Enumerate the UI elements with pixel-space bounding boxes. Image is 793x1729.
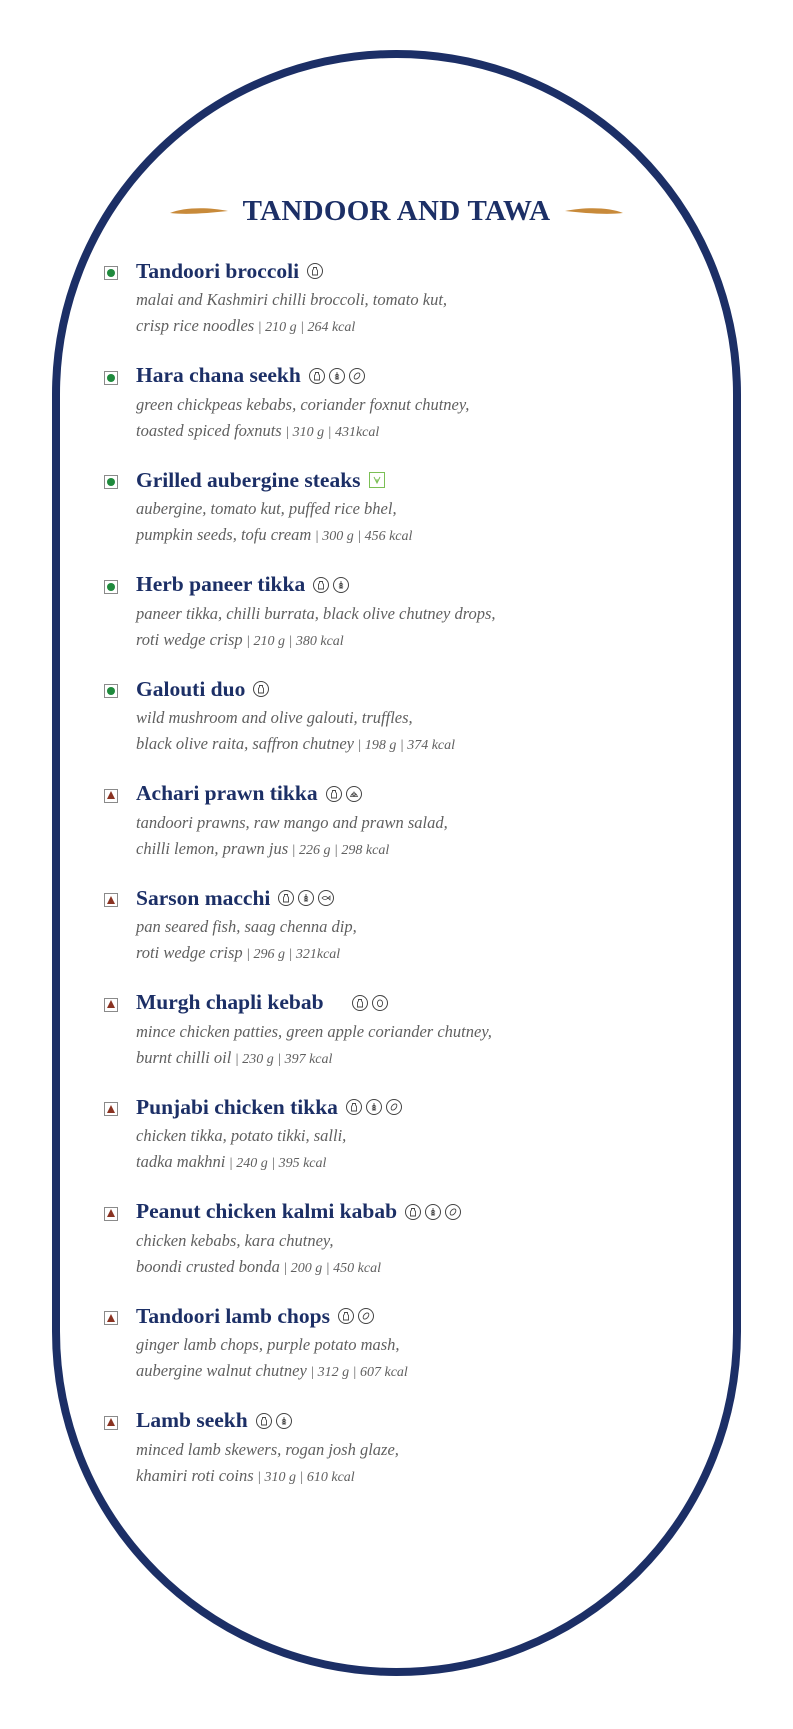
item-weight: 210 g [265,320,297,335]
left-swash-ornament [169,206,229,218]
item-calories: 395 kcal [278,1156,327,1171]
right-swash-ornament [564,206,624,218]
dairy-icon [346,1099,362,1115]
item-weight: 310 g [292,424,325,440]
dairy-icon [405,1204,421,1220]
veg-marker-icon [104,475,118,489]
item-calories: 374 kcal [407,738,456,753]
vegan-icon [369,472,385,488]
item-nutrition: | 310 g | 431kcal [281,424,380,440]
item-name: Peanut chicken kalmi kabab [136,1199,398,1223]
menu-item [104,1196,704,1301]
description-line-2: toasted spiced foxnuts [136,420,282,440]
gluten-icon [425,1204,441,1220]
nonveg-marker-icon [104,893,118,907]
item-name: Hara chana seekh [136,363,301,387]
item-weight: 296 g [253,947,285,962]
item-calories: 298 kcal [341,842,390,858]
allergen-icons [352,995,392,1011]
item-name: Grilled aubergine steaks [136,467,361,492]
item-weight: 312 g [317,1365,350,1380]
item-weight: 198 g [364,738,397,753]
dairy-icon [278,890,294,906]
menu-item [104,1091,704,1196]
item-calories: 321kcal [295,947,341,962]
description-line-1: chicken tikka, potato tikki, salli, [136,1126,347,1145]
item-description [136,496,716,550]
item-name-row [136,1091,406,1123]
description-line-1: wild mushroom and olive galouti, truffles, [136,708,413,727]
egg-icon [372,995,388,1011]
description-line-1: pan seared fish, saag chenna dip, [136,917,357,936]
allergen-icons [278,890,338,906]
item-name: Tandoori broccoli [136,258,300,283]
item-description [136,601,716,655]
allergen-icons [346,1099,406,1115]
item-name-row [136,882,338,914]
item-calories: 264 kcal [307,320,356,335]
item-name-row [136,464,389,496]
menu-item [104,255,704,360]
description-line-1: minced lamb skewers, rogan josh glaze, [136,1439,399,1459]
menu-item [104,882,704,987]
item-description [136,1332,716,1386]
nuts-icon [445,1204,461,1220]
dairy-icon [253,681,269,697]
item-name-row [136,987,392,1019]
item-nutrition: | 200 g | 450 kcal [279,1260,381,1276]
item-calories: 380 kcal [295,633,344,649]
menu-list [104,255,704,1509]
item-calories: 607 kcal [360,1365,408,1380]
veg-marker-icon [104,580,118,594]
item-name-row [136,673,273,705]
dairy-icon [326,786,342,802]
description-line-2: roti wedge crisp [136,629,243,649]
nonveg-marker-icon [104,789,118,803]
item-calories: 450 kcal [333,1260,381,1276]
item-name: Achari prawn tikka [136,781,318,805]
item-calories: 431kcal [334,424,380,440]
item-nutrition: | 210 g | 380 kcal [242,633,344,649]
gluten-icon [333,577,349,593]
dairy-icon [313,577,329,593]
nuts-icon [386,1099,402,1115]
description-line-1: green chickpeas kebabs, coriander foxnut chutney, [136,394,470,414]
description-line-2: black olive raita, saffron chutney [136,734,354,753]
nonveg-marker-icon [104,1311,118,1325]
menu-item [104,1300,704,1405]
allergen-icons [338,1308,378,1324]
section-title: TANDOOR AND TAWA [242,195,551,227]
item-calories: 456 kcal [364,529,413,544]
item-name-row [136,778,366,810]
item-weight: 300 g [322,529,354,544]
menu-item [104,569,704,674]
item-description [136,287,716,341]
description-line-2: tadka makhni [136,1152,226,1171]
menu-item [104,360,704,465]
item-weight: 210 g [253,633,285,649]
item-description [136,1228,716,1282]
description-line-2: burnt chilli oil [136,1047,232,1067]
item-name: Punjabi chicken tikka [136,1094,338,1119]
shellfish-icon [346,786,362,802]
allergen-icons [256,1413,296,1429]
item-description [136,392,716,446]
description-line-2: crisp rice noodles [136,316,255,335]
item-description [136,1123,716,1177]
item-nutrition: | 300 g | 456 kcal [311,529,413,544]
menu-item [104,987,704,1092]
description-line-2: boondi crusted bonda [136,1256,280,1276]
description-line-2: aubergine walnut chutney [136,1361,307,1380]
nonveg-marker-icon [104,1207,118,1221]
nonveg-marker-icon [104,1416,118,1430]
menu-item [104,778,704,883]
description-line-1: tandoori prawns, raw mango and prawn salad, [136,812,448,832]
nonveg-marker-icon [104,1102,118,1116]
item-name: Tandoori lamb chops [136,1303,330,1328]
description-line-2: roti wedge crisp [136,943,243,962]
description-line-2: pumpkin seeds, tofu cream [136,525,312,544]
fish-icon [318,890,334,906]
dairy-icon [256,1413,272,1429]
item-nutrition: | 226 g | 298 kcal [288,842,390,858]
item-description [136,705,716,759]
item-weight: 226 g [299,842,331,858]
allergen-icons [309,368,369,384]
allergen-icons [253,681,273,697]
item-nutrition: | 310 g | 610 kcal [253,1469,355,1485]
item-calories: 610 kcal [306,1469,355,1485]
nuts-icon [349,368,365,384]
menu-item [104,464,704,569]
item-weight: 240 g [236,1156,268,1171]
item-description [136,914,716,968]
dairy-icon [307,263,323,279]
dairy-icon [309,368,325,384]
item-weight: 230 g [242,1051,274,1067]
item-description [136,810,716,864]
item-name-row [136,569,353,601]
item-name: Lamb seekh [136,1408,248,1432]
allergen-icons [326,786,366,802]
item-name: Galouti duo [136,676,246,701]
item-name: Sarson macchi [136,885,271,910]
gluten-icon [276,1413,292,1429]
item-name-row [136,1196,465,1228]
item-name-row [136,1300,378,1332]
item-name-row [136,360,369,392]
item-weight: 200 g [290,1260,323,1276]
item-description [136,1437,716,1491]
description-line-1: chicken kebabs, kara chutney, [136,1230,334,1250]
item-name-row [136,1405,296,1437]
allergen-icons [369,472,389,488]
description-line-2: chilli lemon, prawn jus [136,838,289,858]
description-line-1: mince chicken patties, green apple coriander chutney, [136,1021,492,1041]
description-line-1: ginger lamb chops, purple potato mash, [136,1335,400,1354]
nuts-icon [358,1308,374,1324]
item-calories: 397 kcal [284,1051,333,1067]
description-line-2: khamiri roti coins [136,1465,254,1485]
nonveg-marker-icon [104,998,118,1012]
item-name-row [136,255,327,287]
item-nutrition: | 210 g | 264 kcal [254,320,356,335]
gluten-icon [298,890,314,906]
item-nutrition: | 296 g | 321kcal [242,947,341,962]
item-name: Murgh chapli kebab [136,990,324,1014]
menu-item [104,1405,704,1510]
description-line-1: paneer tikka, chilli burrata, black olive chutney drops, [136,603,496,623]
item-description [136,1019,716,1073]
item-nutrition: | 240 g | 395 kcal [225,1156,327,1171]
item-nutrition: | 312 g | 607 kcal [306,1365,408,1380]
veg-marker-icon [104,371,118,385]
allergen-icons [307,263,327,279]
section-header [0,195,793,228]
item-name: Herb paneer tikka [136,572,306,596]
gluten-icon [329,368,345,384]
dairy-icon [338,1308,354,1324]
item-nutrition: | 230 g | 397 kcal [231,1051,333,1067]
item-nutrition: | 198 g | 374 kcal [353,738,456,753]
description-line-1: aubergine, tomato kut, puffed rice bhel, [136,499,397,518]
veg-marker-icon [104,266,118,280]
gluten-icon [366,1099,382,1115]
veg-marker-icon [104,684,118,698]
menu-item [104,673,704,778]
description-line-1: malai and Kashmiri chilli broccoli, tomato kut, [136,290,448,309]
dairy-icon [352,995,368,1011]
allergen-icons [313,577,353,593]
allergen-icons [405,1204,465,1220]
item-weight: 310 g [264,1469,296,1485]
